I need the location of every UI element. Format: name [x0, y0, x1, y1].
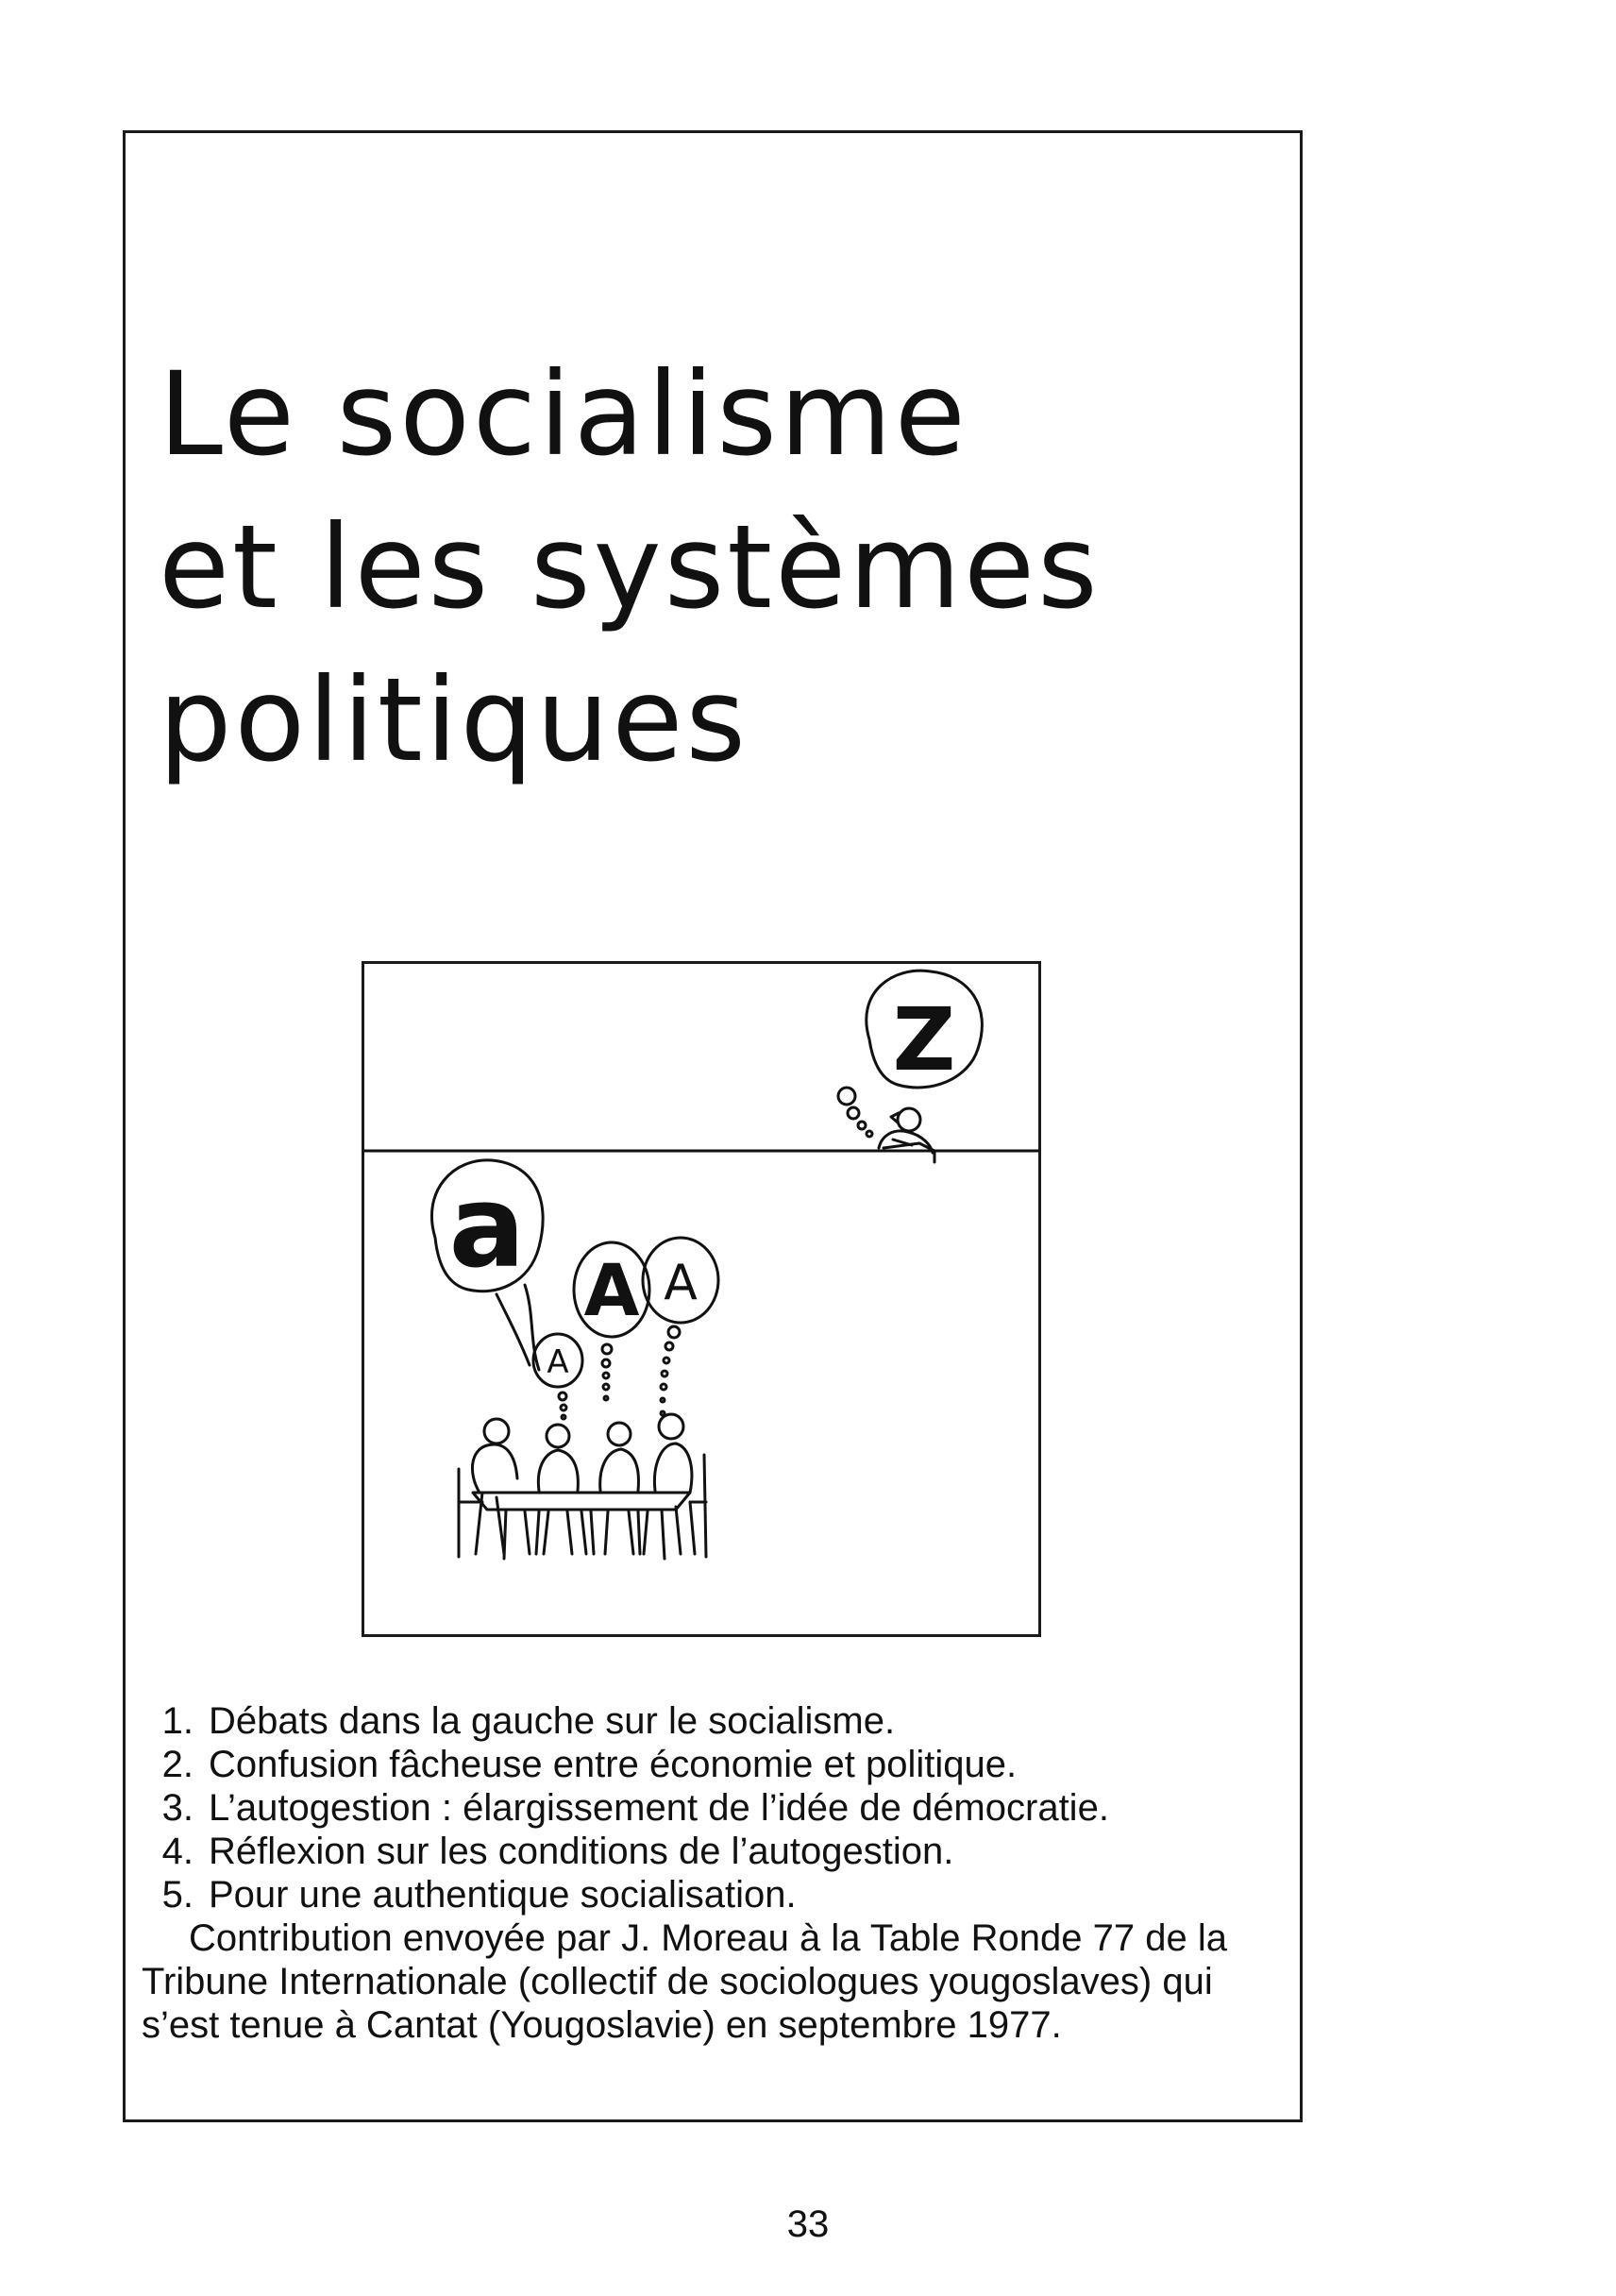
contents-item-number: 3.	[161, 1787, 194, 1829]
contents-item-text: L’autogestion : élargissement de l’idée de démocratie.	[209, 1787, 1109, 1829]
title-line-3: politiques	[159, 653, 749, 787]
contents-item	[142, 1743, 1274, 1786]
bubble-letter-A-right: A	[664, 1255, 698, 1311]
bubble-letter-A-small: A	[547, 1343, 569, 1381]
cartoon-drawing	[364, 964, 1038, 1634]
bubble-letter-a: a	[448, 1162, 526, 1293]
contents-item-text: Réflexion sur les conditions de l’autogestion.	[209, 1831, 954, 1872]
contents-item-number: 2.	[161, 1744, 194, 1785]
contents-item	[142, 1873, 1274, 1916]
contents-item-text: Débats dans la gauche sur le socialisme.	[209, 1700, 896, 1742]
people-at-table	[459, 1414, 706, 1559]
cartoon-illustration	[362, 961, 1041, 1637]
bubble-letter-A-bold: A	[583, 1248, 640, 1332]
article-title	[159, 338, 1101, 797]
contents-item-text: Pour une authentique socialisation.	[209, 1874, 797, 1916]
page-number: 33	[786, 2203, 830, 2245]
contents-item-number: 1.	[161, 1700, 194, 1742]
contents-item	[142, 1830, 1274, 1873]
bubble-letter-z: Z	[892, 989, 956, 1090]
contents-item-number: 4.	[161, 1831, 194, 1872]
contents-item-text: Confusion fâcheuse entre économie et politique.	[209, 1744, 1018, 1785]
contents-item	[142, 1699, 1274, 1743]
title-line-2: et les systèmes	[159, 500, 1101, 634]
contribution-note: Contribution envoyée par J. Moreau à la Table Ronde 77 de la Tribune Internationale (collectif de sociologues yougoslaves) qui s’est tenue à Cantat (Yougoslavie) en septembre 1977.	[142, 1917, 1227, 2046]
title-line-1: Le socialisme	[159, 347, 968, 481]
lone-man	[879, 1108, 934, 1162]
contents-item-number: 5.	[161, 1874, 194, 1916]
contents-item	[142, 1786, 1274, 1830]
contents-list	[142, 1699, 1274, 1916]
